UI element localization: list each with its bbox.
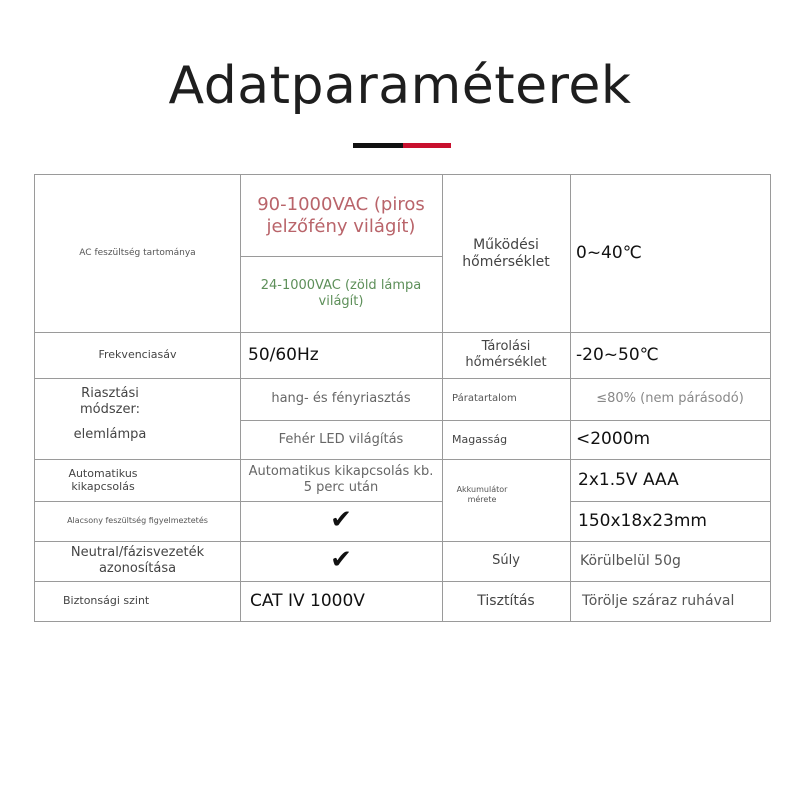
low-voltage-check-icon: ✔	[330, 505, 352, 536]
underline-red	[403, 143, 451, 148]
spec-table	[34, 174, 771, 622]
dimensions-value: 150x18x23mm	[578, 510, 707, 531]
humidity-label: Páratartalom	[452, 393, 517, 404]
alarm-method-value: hang- és fényriasztás	[271, 391, 411, 407]
page-title: Adatparaméterek	[168, 56, 632, 116]
weight-label: Súly	[492, 553, 520, 569]
flashlight-label: elemlámpa	[73, 427, 147, 443]
neutral-phase-check-icon: ✔	[330, 545, 352, 576]
auto-off-value: Automatikus kikapcsolás kb. 5 perc után	[248, 464, 434, 495]
title-underline	[353, 143, 451, 148]
underline-black	[353, 143, 403, 148]
battery-value: 2x1.5V AAA	[578, 469, 679, 490]
frequency-label: Frekvenciasáv	[98, 348, 177, 362]
auto-off-label: Automatikus kikapcsolás	[68, 466, 138, 493]
cleaning-value: Törölje száraz ruhával	[582, 592, 735, 609]
storage-temp-label: Tárolási hőmérséklet	[465, 339, 547, 370]
storage-temp-value: -20~50℃	[576, 344, 659, 365]
altitude-label: Magasság	[452, 432, 508, 446]
battery-label: Akkumulátor mérete	[456, 485, 508, 504]
low-voltage-label: Alacsony feszültség figyelmeztetés	[67, 516, 208, 526]
cleaning-label: Tisztítás	[477, 592, 535, 609]
frequency-value: 50/60Hz	[248, 344, 319, 365]
flashlight-value: Fehér LED világítás	[278, 431, 404, 447]
humidity-value: ≤80% (nem párásodó)	[596, 391, 744, 407]
operating-temp-value: 0~40℃	[576, 243, 642, 264]
weight-value: Körülbelül 50g	[580, 552, 681, 569]
neutral-phase-label: Neutral/fázisvezeték azonosítása	[70, 545, 205, 576]
safety-level-label: Biztonsági szint	[63, 594, 150, 608]
ac-voltage-red: 90-1000VAC (piros jelzőfény világít)	[257, 193, 425, 237]
alarm-method-label: Riasztási módszer:	[80, 386, 140, 417]
operating-temp-label: Működési hőmérséklet	[462, 236, 550, 270]
altitude-value: <2000m	[576, 429, 651, 450]
ac-voltage-label: AC feszültség tartománya	[79, 248, 196, 259]
ac-voltage-green: 24-1000VAC (zöld lámpa világít)	[260, 278, 422, 309]
safety-level-value: CAT IV 1000V	[250, 590, 365, 611]
